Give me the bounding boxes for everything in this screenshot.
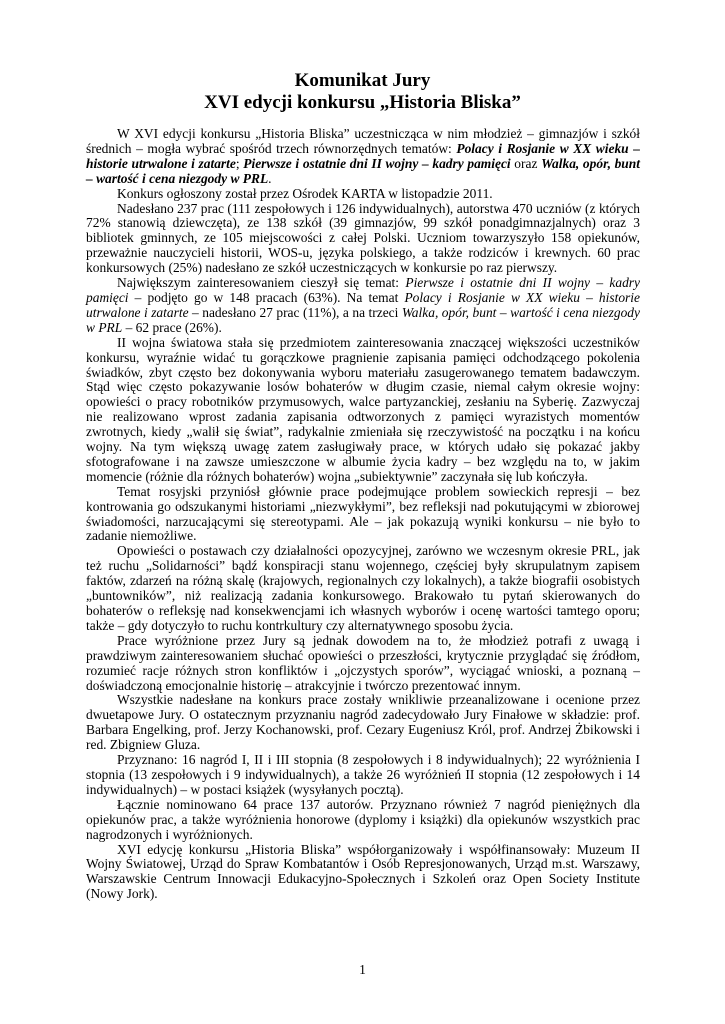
- text-run: – nadesłano 27 prac (11%), a na trzeci: [188, 304, 402, 320]
- paragraph-nominations: Łącznie nominowano 64 prace 137 autorów. Przyznano również 7 nagród pieniężnych dla opiekunów prac, a także wyróżnienia honorowe (dyplomy i książki) dla opiekunów wszystkich prac nagrodzonych i wyróżnionych.: [86, 796, 640, 842]
- document-title: Komunikat Jury: [294, 70, 431, 91]
- text-run: oraz: [510, 155, 542, 171]
- paragraph-world-war: II wojna światowa stała się przedmiotem zainteresowania znaczącej większości uczestników konkursu, wyraźnie widać tu gorączkowe pragnienie zapisania pamięci odchodzącego pokolenia świadków, zbyt często bez dokonywania wyboru materiału zasugerowanego tematem badawczym. Stąd więc często pokazywanie losów bohaterów w długim czasie, niemal całym okresie wojny: opowieści o pracy robotników przymusowych, walce partyzanckiej, zesłaniu na Syberię. Zazwyczaj nie realizowano wprost zadania zapisania odtworzonych z pamięci wyrazistych momentów zwrotnych, kiedy „walił się świat”, radykalnie zmieniała się rzeczywistość na początku i na końcu wojny. Na tym większą uwagę zatem zasługiwały prace, w których udało się pokazać jakby sfotografowane i na zawsze umieszczone w albumie życia kadry – bez względu na to, w jakim momencie (różnie dla różnych bohaterów) wojna „subiektywnie” zaczynała się lub kończyła.: [86, 334, 640, 484]
- paragraph-russian-topic: Temat rosyjski przyniósł głównie prace podejmujące problem sowieckich represji – bez kontrowania go odszukanymi historiami „niezwykłymi”, bez refleksji nad pokutującymi w zbiorowej świadomości, narzucającymi się stereotypami. Ale – jak pokazują wyniki konkursu – nie było to zadanie niemożliwe.: [86, 483, 640, 544]
- text-run: – podjęto go w 148 pracach (63%). Na temat: [128, 289, 405, 305]
- text-run: W XVI edycji konkursu „Historia Bliska” uczestnicząca w nim młodzież – gimnazjów i szkół średnich – mogła wybrać spośród trzech równorzędnych tematów:: [86, 126, 640, 156]
- paragraph-opposition: Opowieści o postawach czy działalności opozycyjnej, zarówno we wczesnym okresie PRL, jak też ruchu „Solidarności” bądź konspiracji stanu wojennego, częściej były skrupulatnym zapisem faktów, zdarzeń na różną skalę (krajowych, regionalnych czy lokalnych), a także biografii osobistych „buntowników”, niż realizacją zadania konkursowego. Brakowało tu pytań skierowanych do bohaterów o refleksję nad konsekwencjami ich własnych wyborów i ocenę wartości tamtego oporu; także – gdy dotyczyło to ruchu kontrkultury czy alternatywnego sposobu życia.: [86, 543, 640, 633]
- paragraph-awarded-works: Prace wyróżnione przez Jury są jednak dowodem na to, że młodzież potrafi z uwagą i prawdziwym zainteresowaniem słuchać opowieści o przeszłości, krytycznie przyglądać się źródłom, rozumieć racje różnych stron konfliktów i „ojczystych sporów”, wyciągać wnioski, a poznaną – doświadczoną emocjonalnie historię – atrakcyjnie i twórczo prezentować innym.: [86, 632, 640, 693]
- topic-title: Pierwsze i ostatnie dni II wojny – kadry pamięci: [86, 275, 640, 305]
- text-run: ;: [235, 155, 244, 171]
- topic-title: Pierwsze i ostatnie dni II wojny – kadry pamięci: [243, 155, 511, 171]
- paragraph-announcement: Konkurs ogłoszony został przez Ośrodek KARTA w listopadzie 2011.: [117, 185, 493, 201]
- document-subtitle: XVI edycji konkursu „Historia Bliska”: [204, 92, 521, 113]
- paragraph-partners: XVI edycję konkursu „Historia Bliska” współorganizowały i współfinansowały: Muzeum II Wojny Światowej, Urząd do Spraw Kombatantów i Osób Represjonowanych, Urząd m.st. Warszawy, Warszawskie Centrum Innowacji Edukacyjno-Społecznych i Szkoleń oraz Open Society Institute (Nowy Jork).: [86, 841, 640, 902]
- text-run: – 62 prace (26%).: [122, 319, 222, 335]
- paragraph-topic-interest: [86, 276, 640, 336]
- topic-title: Polacy i Rosjanie w XX wieku – historie utrwalone i zatarte: [86, 289, 640, 320]
- paragraph-jury: Wszystkie nadesłane na konkurs prace zostały wnikliwie przeanalizowane i ocenione przez dwuetapowe Jury. O ostatecznym przyznaniu nagród zadecydowało Jury Finałowe w składzie: prof. Barbara Engelking, prof. Jerzy Kochanowski, prof. Cezary Eugeniusz Król, prof. Andrzej Żbikowski i red. Zbigniew Gluza.: [86, 692, 640, 753]
- paragraph-statistics: Nadesłano 237 prac (111 zespołowych i 126 indywidualnych), autorstwa 470 uczniów (z których 72% stanowią dziewczęta), ze 138 szkół (39 gimnazjów, 99 szkół ponadgimnazjalnych) oraz 3 bibliotek gminnych, ze 105 miejscowości z całej Polski. Uczniom towarzyszyło 158 opiekunów, przeważnie nauczycieli historii, WOS-u, języka polskiego, a także rodziców i krewnych. 60 prac konkursowych (25%) nadesłano ze szkół uczestniczących w konkursie po raz pierwszy.: [86, 200, 640, 276]
- document-body: [86, 127, 640, 902]
- topic-title: Walka, opór, bunt – wartość i cena niezgody w PRL: [86, 304, 640, 335]
- text-run: Największym zainteresowaniem cieszył się temat:: [117, 275, 406, 291]
- text-run: .: [268, 170, 272, 186]
- topic-title: Walka, opór, bunt – wartość i cena niezgody w PRL: [86, 155, 640, 186]
- page-number: 1: [359, 962, 366, 977]
- paragraph-awards: Przyznano: 16 nagród I, II i III stopnia (8 zespołowych i 8 indywidualnych); 22 wyróżnienia I stopnia (13 zespołowych i 9 indywidualnych), a także 26 wyróżnień II stopnia (12 zespołowych i 14 indywidualnych) – w postaci książek (wysyłanych pocztą).: [86, 752, 640, 797]
- topic-title: Polacy i Rosjanie w XX wieku – historie utrwalone i zatarte: [86, 140, 640, 171]
- paragraph-intro: [86, 127, 640, 187]
